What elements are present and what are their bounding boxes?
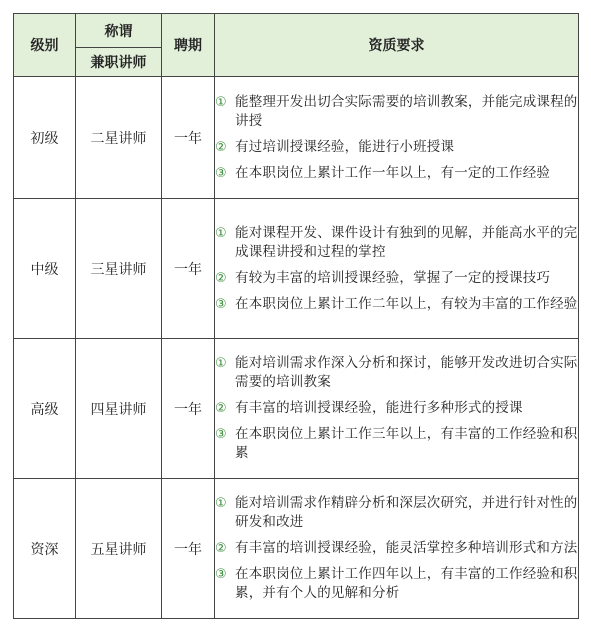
item-number: ① [215, 94, 227, 110]
requirement-item [215, 425, 578, 463]
requirement-text: 能整理开发出切合实际需要的培训教案，并能完成课程的讲授 [235, 93, 578, 129]
requirements-cell [215, 339, 579, 479]
header-requirements: 资质要求 [215, 14, 579, 77]
table-row [14, 339, 579, 479]
requirement-text: 有较为丰富的培训授课经验，掌握了一定的授课技巧 [235, 269, 551, 286]
table-row [14, 77, 579, 199]
item-number: ③ [215, 427, 227, 442]
level-cell: 初级 [14, 77, 76, 199]
title-cell: 五星讲师 [76, 479, 162, 619]
requirement-item [215, 295, 578, 314]
requirement-text: 有丰富的培训授课经验，能灵活掌控多种培训形式和方法 [235, 540, 578, 556]
title-cell: 四星讲师 [76, 339, 162, 479]
header-level: 级别 [14, 14, 76, 77]
requirement-item [215, 354, 578, 392]
requirement-item [215, 269, 578, 288]
item-number: ③ [215, 296, 227, 312]
level-cell: 中级 [14, 199, 76, 339]
requirements-cell [215, 479, 579, 619]
period-cell: 一年 [162, 479, 215, 619]
lecturer-grade-table [13, 13, 579, 619]
table-row [14, 479, 579, 619]
item-number: ③ [215, 567, 227, 582]
requirement-text: 能对课程开发、课件设计有独到的见解，并能高水平的完成课程讲授和过程的掌控 [235, 224, 578, 260]
header-title-sub: 兼职讲师 [76, 48, 162, 77]
period-cell: 一年 [162, 77, 215, 199]
item-number: ② [215, 401, 227, 416]
requirement-item [215, 565, 578, 603]
item-number: ① [215, 225, 227, 241]
period-cell: 一年 [162, 339, 215, 479]
header-title-group: 称谓 [76, 14, 162, 48]
requirement-item [215, 164, 578, 183]
title-cell: 三星讲师 [76, 199, 162, 339]
title-cell: 二星讲师 [76, 77, 162, 199]
requirement-text: 有丰富的培训授课经验，能进行多种形式的授课 [235, 400, 523, 416]
requirement-text: 有过培训授课经验，能进行小班授课 [235, 138, 455, 155]
item-number: ② [215, 541, 227, 556]
item-number: ② [215, 270, 227, 286]
item-number: ① [215, 356, 227, 371]
requirement-text: 在本职岗位上累计工作二年以上，有较为丰富的工作经验 [235, 295, 578, 312]
requirement-item [215, 224, 578, 262]
requirement-item [215, 494, 578, 532]
requirement-item [215, 539, 578, 558]
item-number: ① [215, 496, 227, 511]
requirement-item [215, 399, 578, 418]
requirement-text: 在本职岗位上累计工作四年以上，有丰富的工作经验和积累，并有个人的见解和分析 [235, 566, 578, 601]
header-period: 聘期 [162, 14, 215, 77]
item-number: ③ [215, 165, 227, 181]
requirement-text: 能对培训需求作精辟分析和深层次研究，并进行针对性的研发和改进 [235, 495, 578, 530]
table-row [14, 199, 579, 339]
requirement-text: 能对培训需求作深入分析和探讨，能够开发改进切合实际需要的培训教案 [235, 355, 578, 390]
level-cell: 高级 [14, 339, 76, 479]
requirement-text: 在本职岗位上累计工作一年以上，有一定的工作经验 [235, 164, 551, 181]
requirement-text: 在本职岗位上累计工作三年以上，有丰富的工作经验和积累 [235, 426, 578, 461]
requirement-item [215, 138, 578, 157]
requirement-item [215, 93, 578, 131]
requirements-cell [215, 199, 579, 339]
requirements-cell [215, 77, 579, 199]
item-number: ② [215, 139, 227, 155]
level-cell: 资深 [14, 479, 76, 619]
period-cell: 一年 [162, 199, 215, 339]
